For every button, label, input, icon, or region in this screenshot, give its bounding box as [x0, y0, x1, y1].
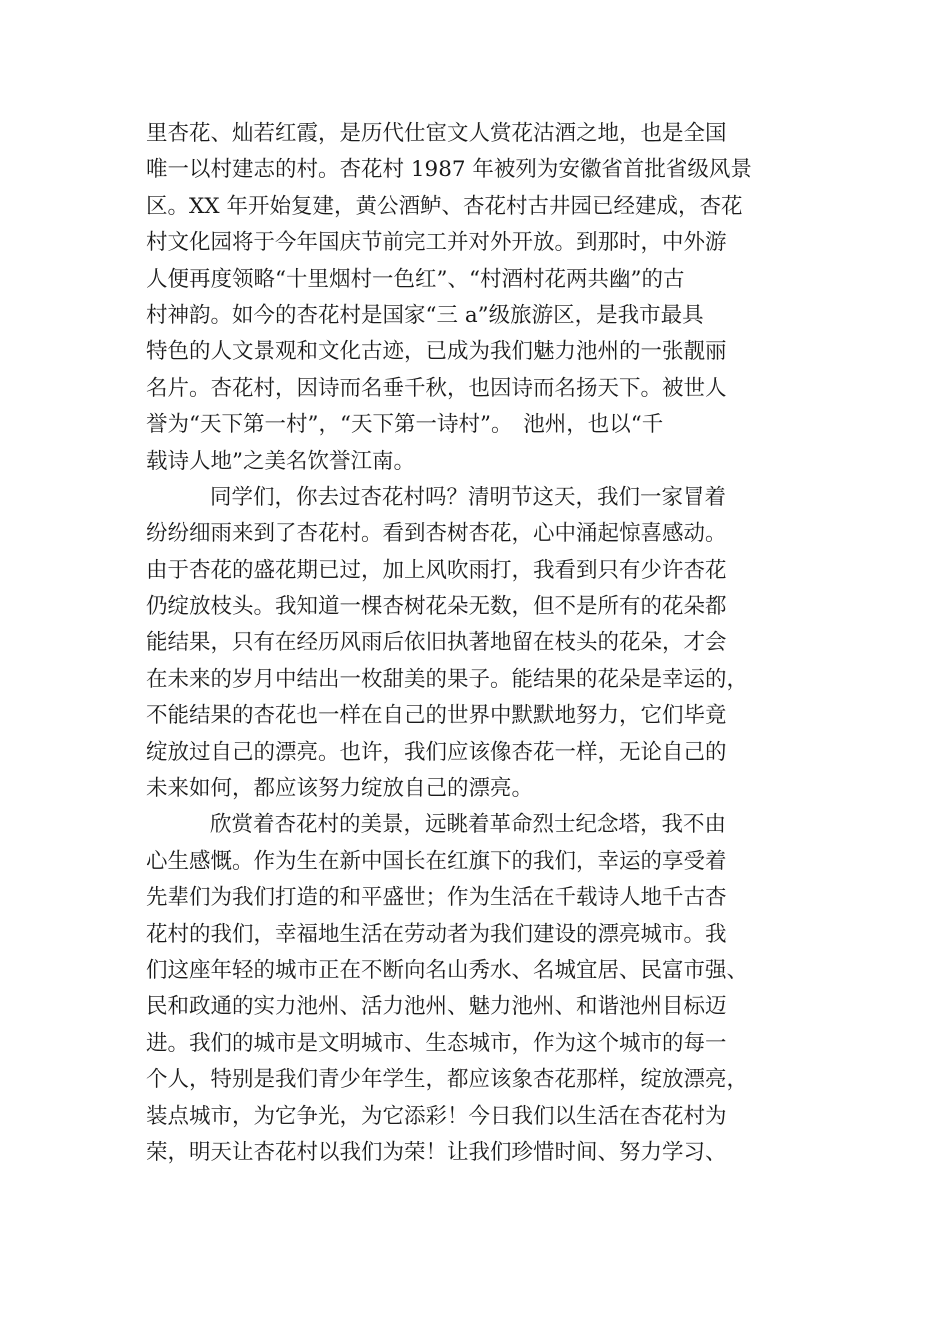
text-line: 先辈们为我们打造的和平盛世；作为生活在千载诗人地千古杏 [146, 885, 727, 911]
text-line: 们这座年轻的城市正在不断向名山秀水、名城宜居、民富市强、 [146, 957, 749, 983]
text-line: 荣，明天让杏花村以我们为荣！让我们珍惜时间、努力学习、 [146, 1139, 727, 1165]
text-line: 区。XX 年开始复建，黄公酒鲈、杏花村古井园已经建成，杏花 [146, 193, 743, 219]
text-line: 民和政通的实力池州、活力池州、魅力池州、和谐池州目标迈 [146, 994, 727, 1020]
text-line: 誉为“天下第一村”，“天下第一诗村”。 池州，也以“千 [146, 412, 664, 438]
text-line: 能结果，只有在经历风雨后依旧执著地留在枝头的花朵，才会 [146, 630, 727, 656]
text-line: 不能结果的杏花也一样在自己的世界中默默地努力，它们毕竟 [146, 703, 727, 729]
text-line: 在未来的岁月中结出一枚甜美的果子。能结果的花朵是幸运的， [146, 666, 749, 692]
text-line: 村文化园将于今年国庆节前完工并对外开放。到那时，中外游 [146, 230, 727, 256]
text-line: 花村的我们，幸福地生活在劳动者为我们建设的漂亮城市。我 [146, 921, 727, 947]
paragraph-first-line: 欣赏着杏花村的美景，远眺着革命烈士纪念塔，我不由 [210, 812, 727, 838]
text-line: 绽放过自己的漂亮。也许，我们应该像杏花一样，无论自己的 [146, 739, 727, 765]
text-line: 纷纷细雨来到了杏花村。看到杏树杏花，心中涌起惊喜感动。 [146, 521, 727, 547]
text-line: 村神韵。如今的杏花村是国家“三 a”级旅游区，是我市最具 [146, 302, 704, 328]
text-line: 特色的人文景观和文化古迹，已成为我们魅力池州的一张靓丽 [146, 339, 727, 365]
text-line: 唯一以村建志的村。杏花村 1987 年被列为安徽省首批省级风景 [146, 157, 752, 183]
text-line: 个人，特别是我们青少年学生，都应该象杏花那样，绽放漂亮， [146, 1067, 749, 1093]
text-line: 仍绽放枝头。我知道一棵杏树花朵无数，但不是所有的花朵都 [146, 594, 727, 620]
text-line: 未来如何，都应该努力绽放自己的漂亮。 [146, 776, 534, 802]
text-line: 载诗人地”之美名饮誉江南。 [146, 448, 415, 474]
text-line: 人便再度领略“十里烟村一色红”、“村酒村花两共幽”的古 [146, 266, 685, 292]
text-line: 装点城市，为它争光，为它添彩！今日我们以生活在杏花村为 [146, 1103, 727, 1129]
text-line: 名片。杏花村，因诗而名垂千秋，也因诗而名扬天下。被世人 [146, 375, 727, 401]
paragraph-first-line: 同学们，你去过杏花村吗？清明节这天，我们一家冒着 [210, 484, 727, 510]
text-line: 由于杏花的盛花期已过，加上风吹雨打，我看到只有少许杏花 [146, 557, 727, 583]
text-line: 里杏花、灿若红霞，是历代仕宦文人赏花沽酒之地，也是全国 [146, 121, 727, 146]
body-text [146, 116, 806, 1171]
text-line: 心生感慨。作为生在新中国长在红旗下的我们，幸运的享受着 [146, 848, 727, 874]
text-line: 进。我们的城市是文明城市、生态城市，作为这个城市的每一 [146, 1030, 727, 1056]
